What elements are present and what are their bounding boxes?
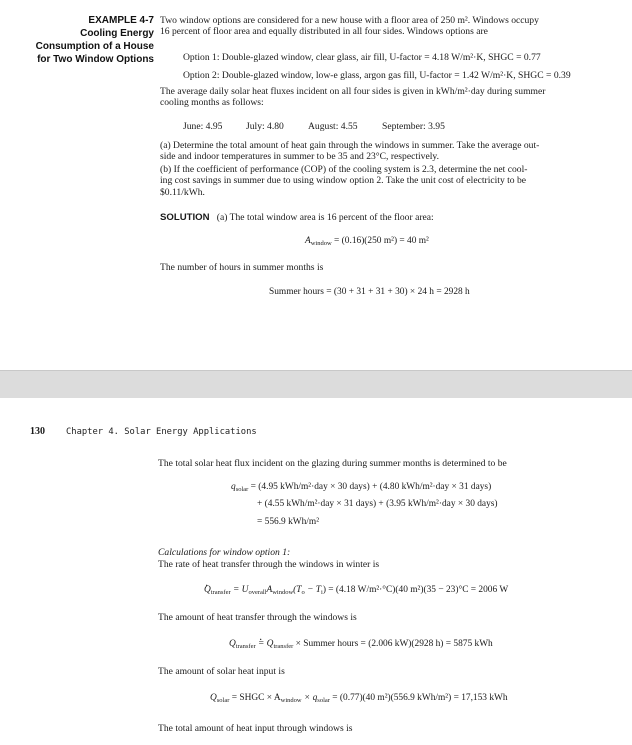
flux-intro-line-1: The average daily solar heat fluxes incident on all four sides is given in kWh/m²·day during summer: [160, 86, 546, 97]
solar-intro: The amount of solar heat input is: [158, 666, 285, 677]
eq-amount-mid-sub: transfer: [273, 643, 294, 650]
example-label-block: [36, 14, 154, 66]
equation-heat-amount: [229, 639, 493, 650]
page-top: [0, 0, 632, 370]
solution-line: [160, 212, 434, 223]
month-july: July: 4.80: [246, 121, 284, 132]
intro-paragraph: [160, 15, 600, 38]
chapter-title: Chapter 4. Solar Energy Applications: [66, 427, 257, 437]
eq-rate-mid: = U: [232, 585, 249, 595]
eq-area-sub: window: [310, 240, 332, 247]
eq-amount-mid: · = Q: [258, 639, 273, 649]
eq-area-lhs: A: [305, 236, 311, 246]
equation-window-area: [305, 236, 429, 247]
solution-label: SOLUTION: [160, 212, 210, 223]
part-a-line-2: side and indoor temperatures in summer to be 35 and 23°C, respectively.: [160, 151, 439, 163]
part-a-paragraph: [160, 140, 600, 163]
month-september: September: 3.95: [382, 121, 445, 132]
eq-amount-lhs: Q: [229, 639, 236, 649]
eq-solar-q: × q: [303, 693, 318, 703]
eq-flux-line-3: = 556.9 kWh/m²: [257, 517, 319, 527]
example-title-line-1: Cooling Energy: [80, 28, 154, 39]
eq-solar-lhs-sub: solar: [216, 697, 230, 704]
eq-rate-ti-sub: i: [321, 589, 323, 596]
part-b-line-1: (b) If the coefficient of performance (COP) of the cooling system is 2.3, determine the net cool-: [160, 164, 528, 175]
page-divider: [0, 370, 632, 400]
eq-flux-line-1: = (4.95 kWh/m²·day × 30 days) + (4.80 kWh/m²·day × 31 days): [250, 482, 492, 492]
eq-solar-result: = (0.77)(40 m²)(556.9 kWh/m²) = 17,153 kWh: [332, 693, 508, 703]
intro-line-1: Two window options are considered for a new house with a floor area of 250 m². Windows occupy: [160, 15, 539, 26]
eq-solar-mid: = SHGC × A: [231, 693, 281, 703]
part-a-line-1: (a) Determine the total amount of heat gain through the windows in summer. Take the average out-: [160, 140, 540, 151]
eq-rate-lhs: · Q: [204, 585, 211, 595]
option-2: Option 2: Double-glazed window, low-e glass, argon gas fill, U-factor = 1.42 W/m²·K, SHGC = 0.39: [183, 70, 571, 81]
part-b-line-3: $0.11/kWh.: [160, 186, 205, 198]
part-b-paragraph: [160, 164, 600, 198]
eq-amount-result: × Summer hours = (2.006 kW)(2928 h) = 5875 kWh: [295, 639, 493, 649]
eq-rate-a-sub: window: [272, 589, 294, 596]
eq-rate-rest: (T: [293, 585, 302, 595]
equation-solar-input: [210, 693, 508, 704]
page-bottom: [0, 398, 632, 745]
part-b-line-2: ing cost savings in summer due to using window option 2. Take the unit cost of electricity to be: [160, 175, 527, 187]
eq-flux-line-2: + (4.55 kWh/m²·day × 31 days) + (3.95 kWh/m²·day × 30 days): [257, 499, 498, 509]
intro-line-2: 16 percent of floor area and equally distributed in all four sides. Windows options are: [160, 26, 488, 38]
flux-intro-line-2: cooling months as follows:: [160, 97, 264, 109]
eq-rate-to-sub: o: [301, 589, 305, 596]
eq-area-rhs: = (0.16)(250 m²) = 40 m²: [334, 236, 429, 246]
eq-flux-lhs: q: [231, 482, 236, 492]
solution-text: (a) The total window area is 16 percent of the floor area:: [216, 212, 434, 223]
eq-flux-sub: solar: [235, 486, 249, 493]
example-title-line-3: for Two Window Options: [37, 54, 154, 65]
example-title-line-2: Consumption of a House: [35, 41, 154, 52]
flux-intro-paragraph: [160, 86, 600, 109]
eq-solar-q-sub: solar: [317, 697, 330, 704]
eq-rate-lhs-sub: transfer: [210, 589, 231, 596]
eq-solar-a-sub: window: [280, 697, 302, 704]
eq-solar-lhs: Q: [210, 693, 217, 703]
rate-intro: The rate of heat transfer through the windows in winter is: [158, 559, 380, 570]
eq-rate-minus: − T: [304, 585, 321, 595]
month-june: June: 4.95: [183, 121, 223, 132]
flux-total-intro: The total solar heat flux incident on the glazing during summer months is determined to be: [158, 458, 507, 469]
eq-rate-u-sub: overall: [248, 589, 267, 596]
equation-solar-flux: [231, 482, 491, 493]
option-1: Option 1: Double-glazed window, clear glass, air fill, U-factor = 4.18 W/m²·K, SHGC = 0.77: [183, 52, 541, 63]
eq-rate-result: ) = (4.18 W/m²·°C)(40 m²)(35 − 23)°C = 2006 W: [322, 585, 509, 595]
page-number: 130: [30, 426, 45, 437]
month-august: August: 4.55: [308, 121, 358, 132]
hours-intro: The number of hours in summer months is: [160, 262, 324, 273]
calc-heading: Calculations for window option 1:: [158, 547, 291, 558]
total-intro: The total amount of heat input through windows is: [158, 723, 353, 734]
amount-intro: The amount of heat transfer through the windows is: [158, 612, 357, 623]
eq-rate-a: A: [266, 585, 273, 595]
equation-heat-rate: [204, 585, 508, 596]
example-label: EXAMPLE 4-7: [88, 15, 154, 26]
eq-amount-lhs-sub: transfer: [235, 643, 256, 650]
equation-summer-hours: Summer hours = (30 + 31 + 31 + 30) × 24 h = 2928 h: [269, 287, 470, 297]
